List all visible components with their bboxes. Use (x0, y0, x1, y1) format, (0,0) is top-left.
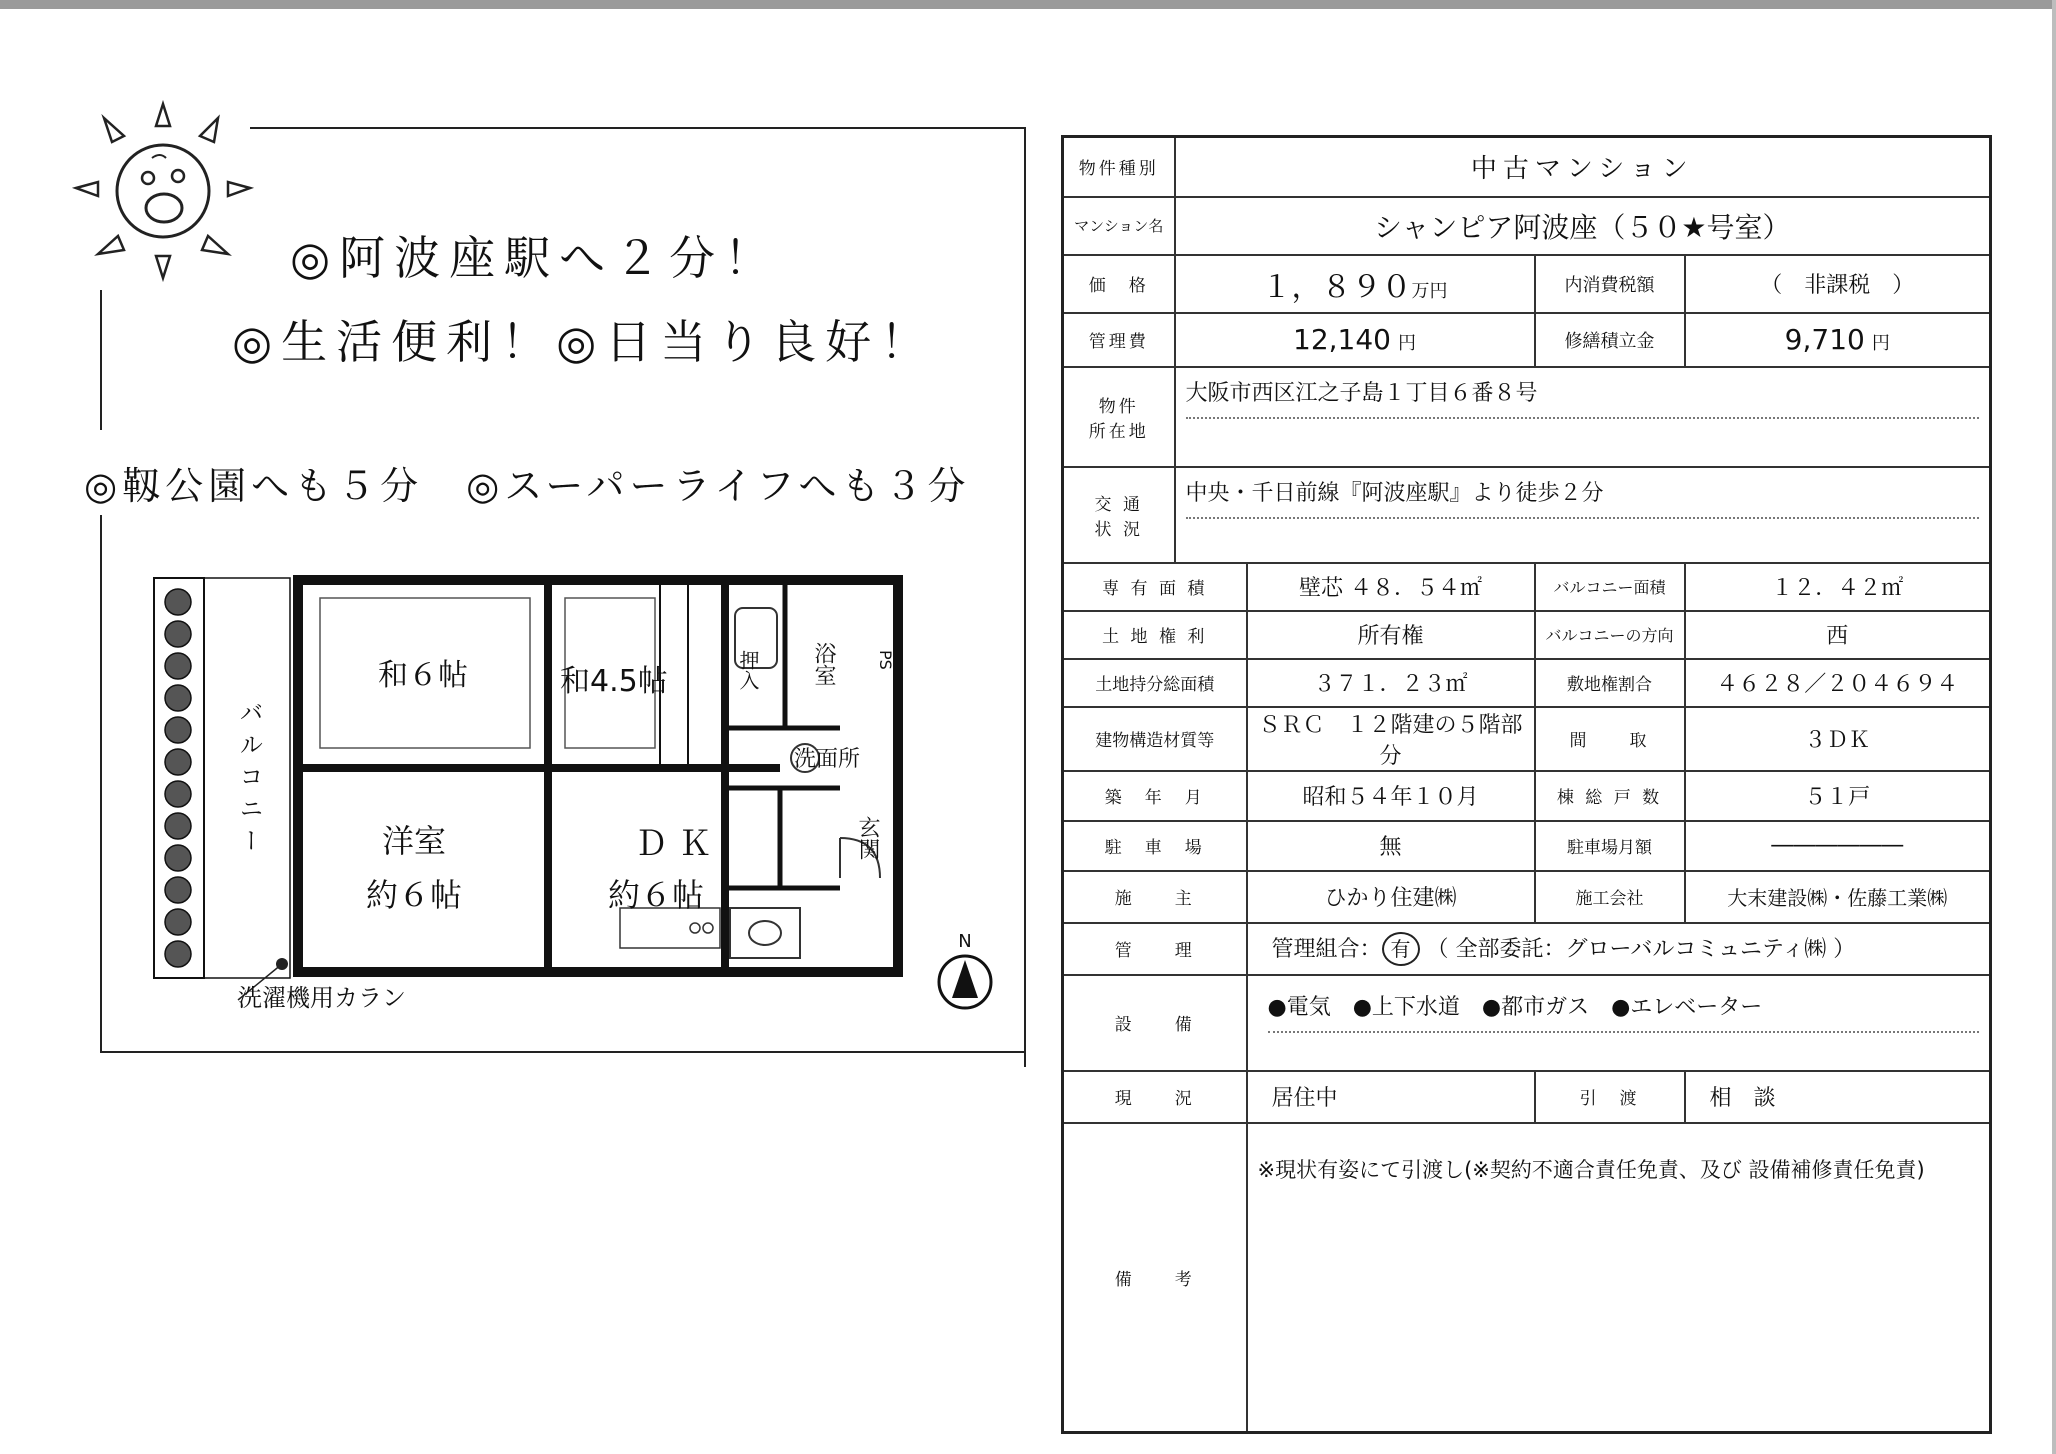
address-label (1063, 367, 1175, 467)
facilities-cell (1247, 975, 1991, 1071)
mgmt-fee-cell (1175, 313, 1535, 367)
room-label-dk-size: 約６帖 (608, 876, 705, 914)
area-label: 専 有 面 積 (1063, 563, 1247, 611)
row-facilities (1063, 975, 1991, 1071)
row-type (1063, 137, 1991, 197)
row-name (1063, 197, 1991, 255)
room-label-entrance: 玄関 (855, 816, 880, 860)
row-area (1063, 563, 1991, 611)
structure-label: 建物構造材質等 (1063, 707, 1247, 771)
type-label: 物件種別 (1063, 137, 1175, 197)
row-address (1063, 367, 1991, 467)
land-total-value: ３７１．２３㎡ (1247, 659, 1535, 707)
row-fees (1063, 313, 1991, 367)
row-land-right (1063, 611, 1991, 659)
address-label-1: 物件 (1098, 396, 1139, 417)
room-label-bath: 浴室 (811, 642, 836, 686)
row-built (1063, 771, 1991, 821)
repair-label: 修繕積立金 (1535, 313, 1685, 367)
land-right-label: 土 地 権 利 (1063, 611, 1247, 659)
traffic-dotline (1186, 517, 1980, 520)
name-value: シャンピア阿波座（５０★号室） (1175, 197, 1991, 255)
row-parking (1063, 821, 1991, 871)
room-label-dk: ＤＫ (634, 824, 722, 864)
left-frame-right (1024, 127, 1026, 1067)
built-label: 築 年 月 (1063, 771, 1247, 821)
balcony-dir-label: バルコニーの方向 (1535, 611, 1685, 659)
room-label-oshiire: 押入 (736, 650, 760, 690)
parking-fee-label: 駐車場月額 (1535, 821, 1685, 871)
tax-label: 内消費税額 (1535, 255, 1685, 313)
balcony-plants (165, 589, 191, 967)
management-label: 管 理 (1063, 923, 1247, 975)
balcony-area-label: バルコニー面積 (1535, 563, 1685, 611)
left-frame-top (250, 127, 1026, 129)
left-frame-left-upper (100, 290, 102, 430)
room-label-washroom: 洗面所 (794, 747, 861, 772)
management-cell (1247, 923, 1991, 975)
repair-value: 9,710 (1784, 323, 1865, 356)
room-label-wa6: 和６帖 (378, 658, 468, 693)
facilities-label: 設 備 (1063, 975, 1247, 1071)
facilities-value: ●電気 ●上下水道 ●都市ガス ●エレベーター (1267, 994, 1763, 1020)
area-value: 壁芯 ４８．５４㎡ (1247, 563, 1535, 611)
room-label-wa45: 和4.5帖 (560, 664, 668, 699)
builder-value: 大末建設㈱・佐藤工業㈱ (1685, 871, 1991, 923)
north-letter: N (958, 931, 972, 952)
room-label-western: 洋室 (382, 822, 447, 860)
layout-label: 間 取 (1535, 707, 1685, 771)
owner-label: 施 主 (1063, 871, 1247, 923)
row-status (1063, 1071, 1991, 1123)
traffic-label (1063, 467, 1175, 563)
address-dotline (1186, 417, 1980, 420)
row-remarks (1063, 1123, 1991, 1433)
owner-value: ひかり住建㈱ (1247, 871, 1535, 923)
layout-value: ３ＤＫ (1685, 707, 1991, 771)
structure-value: ＳＲＣ １２階建の５階部分 (1247, 707, 1535, 771)
parking-label: 駐 車 場 (1063, 821, 1247, 871)
remarks-value: ※現状有姿にて引渡し(※契約不適合責任免責、及び 設備補修責任免責) (1247, 1123, 1991, 1433)
row-traffic (1063, 467, 1991, 563)
row-structure (1063, 707, 1991, 771)
remarks-label: 備 考 (1063, 1123, 1247, 1433)
north-compass (934, 932, 996, 1014)
room-label-western-size: 約６帖 (366, 876, 463, 914)
status-value: 居住中 (1247, 1071, 1535, 1123)
address-label-2: 所在地 (1088, 421, 1149, 442)
facilities-dotline (1268, 1031, 1980, 1034)
address-cell (1175, 367, 1991, 467)
price-cell (1175, 255, 1535, 313)
property-table (1061, 135, 1992, 1434)
units-label: 棟 総 戸 数 (1535, 771, 1685, 821)
traffic-cell (1175, 467, 1991, 563)
row-price (1063, 255, 1991, 313)
name-label: マンション名 (1063, 197, 1175, 255)
handover-label: 引 渡 (1535, 1071, 1685, 1123)
balcony-area-value: １２．４２㎡ (1685, 563, 1991, 611)
status-label: 現 況 (1063, 1071, 1247, 1123)
traffic-value: 中央・千日前線『阿波座駅』より徒歩２分 (1185, 480, 1604, 506)
row-management (1063, 923, 1991, 975)
site-ratio-value: ４６２８／２０４６９４ (1685, 659, 1991, 707)
site-ratio-label: 敷地権割合 (1535, 659, 1685, 707)
scan-top-edge (0, 0, 2056, 9)
price-label: 価 格 (1063, 255, 1175, 313)
built-value: 昭和５４年１０月 (1247, 771, 1535, 821)
room-label-ps: PS (876, 650, 895, 670)
management-circle: 有 (1382, 932, 1420, 966)
parking-value: 無 (1247, 821, 1535, 871)
management-prefix: 管理組合： (1271, 936, 1382, 962)
left-frame-left-lower (100, 515, 102, 1053)
tax-value: （ 非課税 ） (1685, 255, 1991, 313)
row-owner (1063, 871, 1991, 923)
mgmt-fee-value: 12,140 (1293, 323, 1391, 356)
management-rest: （ 全部委託：グローバルコミュニティ㈱ ） (1426, 936, 1856, 962)
headline-nearby: ◎靱公園へも５分 ◎スーパーライフへも３分 (84, 464, 971, 508)
traffic-label-1: 交 通 (1094, 494, 1143, 515)
parking-fee-value: ―――――― (1685, 821, 1991, 871)
repair-cell (1685, 313, 1991, 367)
units-value: ５１戸 (1685, 771, 1991, 821)
price-value: １，８９０ (1261, 269, 1412, 305)
handover-value: 相 談 (1685, 1071, 1991, 1123)
balcony-dir-value: 西 (1685, 611, 1991, 659)
row-land-total (1063, 659, 1991, 707)
land-total-label: 土地持分総面積 (1063, 659, 1247, 707)
builder-label: 施工会社 (1535, 871, 1685, 923)
mgmt-fee-label: 管理費 (1063, 313, 1175, 367)
headline-station: ◎阿波座駅へ２分！ (290, 231, 780, 285)
mgmt-fee-unit: 円 (1397, 333, 1416, 354)
north-arrow-icon (934, 952, 996, 1012)
scan-right-edge (2052, 0, 2056, 1454)
sun-illustration (68, 96, 258, 286)
left-frame-bottom (100, 1051, 1026, 1053)
traffic-label-2: 状 況 (1094, 519, 1143, 540)
headline-convenience: ◎生活便利！◎日当り良好！ (232, 315, 936, 369)
repair-unit: 円 (1871, 333, 1890, 354)
type-value: 中古マンション (1175, 137, 1991, 197)
land-right-value: 所有権 (1247, 611, 1535, 659)
room-label-balcony: バルコニー (235, 700, 263, 860)
washer-tap-label: 洗濯機用カラン (238, 984, 406, 1012)
price-unit: 万円 (1411, 280, 1448, 302)
address-value: 大阪市西区江之子島１丁目６番８号 (1185, 380, 1538, 406)
